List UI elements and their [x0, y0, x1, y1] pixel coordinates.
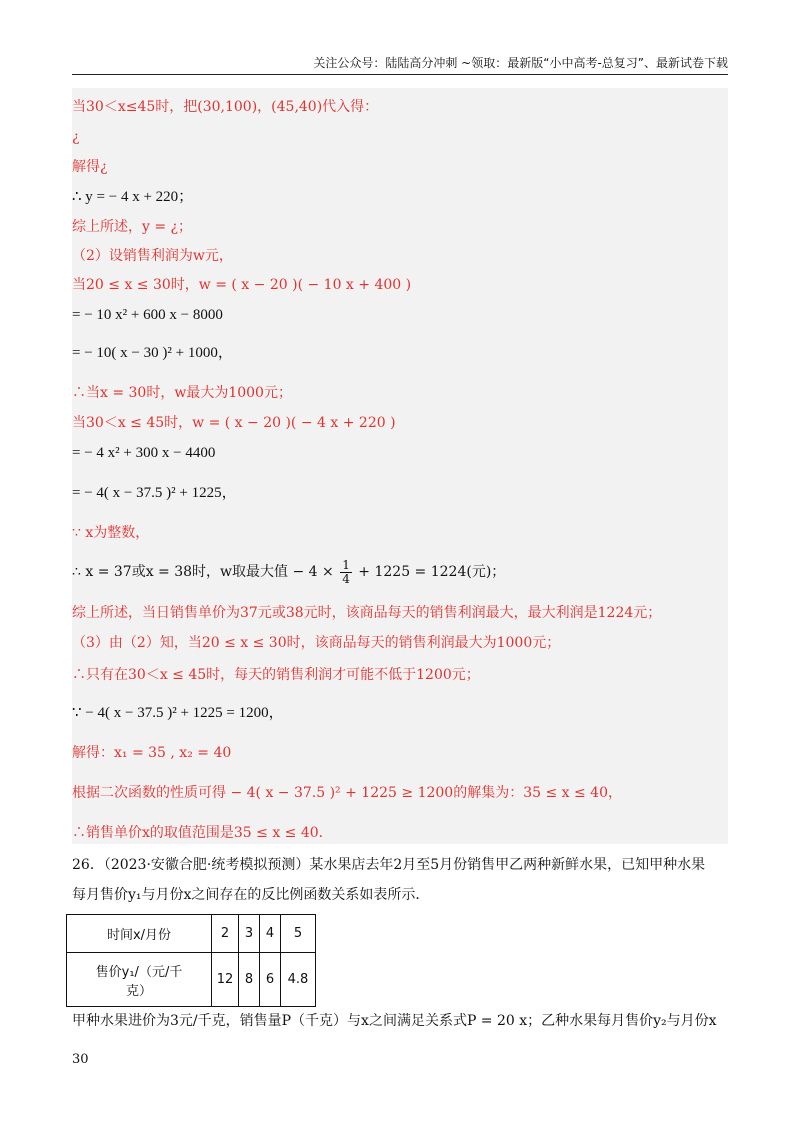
- table-row: [67, 915, 316, 953]
- page-number: 30: [72, 1052, 89, 1067]
- solution-line: = − 4 x² + 300 x − 4400: [72, 445, 216, 461]
- solution-line: （3）由（2）知，当20 ≤ x ≤ 30时，该商品每天的销售利润最大为1000元；: [72, 635, 561, 651]
- solution-line: ∴只有在30＜x ≤ 45时，每天的销售利润才可能不低于1200元；: [72, 667, 480, 683]
- solution-line: = − 4( x − 37.5 )² + 1225，: [72, 485, 237, 501]
- problem-line-1: 26．（2023·安徽合肥·统考模拟预测）某水果店去年2月至5月份销售甲乙两种新鲜水果，已知甲种水果: [72, 857, 706, 873]
- solution-line: （2）设销售利润为w元，: [72, 248, 233, 264]
- table-cell: 3: [239, 915, 260, 953]
- solution-line: 当20 ≤ x ≤ 30时，w = ( x − 20 )( − 10 x + 400 ): [72, 277, 412, 293]
- solution-line: ¿: [72, 129, 80, 145]
- solution-line: 综上所述，当日销售单价为37元或38元时，该商品每天的销售利润最大，最大利润是1224元；: [72, 605, 662, 621]
- max-value-line: [72, 558, 505, 586]
- price-table: [66, 914, 316, 1007]
- table-header-month: 时间x/月份: [67, 915, 212, 953]
- solution-block: [72, 88, 728, 844]
- max-line-prefix: ∴ x = 37或x = 38时，w取最大值 − 4 ×: [72, 564, 334, 580]
- table-cell: 2: [212, 915, 239, 953]
- table-cell: 12: [212, 953, 239, 1007]
- solution-line: ∴当x = 30时，w最大为1000元；: [72, 385, 292, 401]
- max-line-suffix: + 1225 = 1224(元)；: [358, 564, 506, 580]
- problem-line-3: 甲种水果进价为3元/千克，销售量P（千克）与x之间满足关系式P = 20 x；乙种水果每月售价y₂与月份x: [72, 1013, 717, 1029]
- solution-line: ∵ x为整数，: [72, 525, 150, 541]
- table-cell: 8: [239, 953, 260, 1007]
- solution-line: 综上所述，y = ¿；: [72, 219, 193, 235]
- fraction-numerator: 1: [342, 557, 350, 572]
- solution-line: 解得：x₁ = 35 , x₂ = 40: [72, 745, 232, 761]
- solution-line: = − 10 x² + 600 x − 8000: [72, 307, 223, 323]
- price-header-line-2: 克）: [125, 983, 152, 999]
- table-cell: 4: [260, 915, 281, 953]
- solution-line: = − 10( x − 30 )² + 1000，: [72, 345, 233, 361]
- solution-line: 根据二次函数的性质可得 − 4( x − 37.5 )² + 1225 ≥ 1200的解集为：35 ≤ x ≤ 40，: [72, 785, 622, 801]
- solution-line: ∴ y = − 4 x + 220；: [72, 189, 194, 205]
- table-cell: 4.8: [281, 953, 316, 1007]
- header-text: 关注公众号：陆陆高分冲刺 ~领取：最新版“小中高考-总复习”、最新试卷下载: [313, 56, 728, 70]
- solution-line: 当30＜x≤45时，把(30,100)，(45,40)代入得：: [72, 99, 379, 115]
- solution-line: 解得¿: [72, 159, 108, 175]
- solution-line: ∴销售单价x的取值范围是35 ≤ x ≤ 40．: [72, 825, 333, 841]
- table-header-price: [67, 953, 212, 1007]
- table-cell: 6: [260, 953, 281, 1007]
- price-header-line-1: 售价y₁/（元/千: [95, 964, 183, 980]
- table-row: [67, 953, 316, 1007]
- page-header: [72, 48, 728, 75]
- problem-line-2: 每月售价y₁与月份x之间存在的反比例函数关系如表所示．: [72, 887, 430, 903]
- fraction-denominator: 4: [342, 571, 350, 586]
- solution-line: ∵ − 4( x − 37.5 )² + 1225 = 1200，: [72, 705, 284, 721]
- solution-line: 当30＜x ≤ 45时，w = ( x − 20 )( − 4 x + 220 ): [72, 415, 396, 431]
- table-cell: 5: [281, 915, 316, 953]
- fraction: [340, 559, 352, 586]
